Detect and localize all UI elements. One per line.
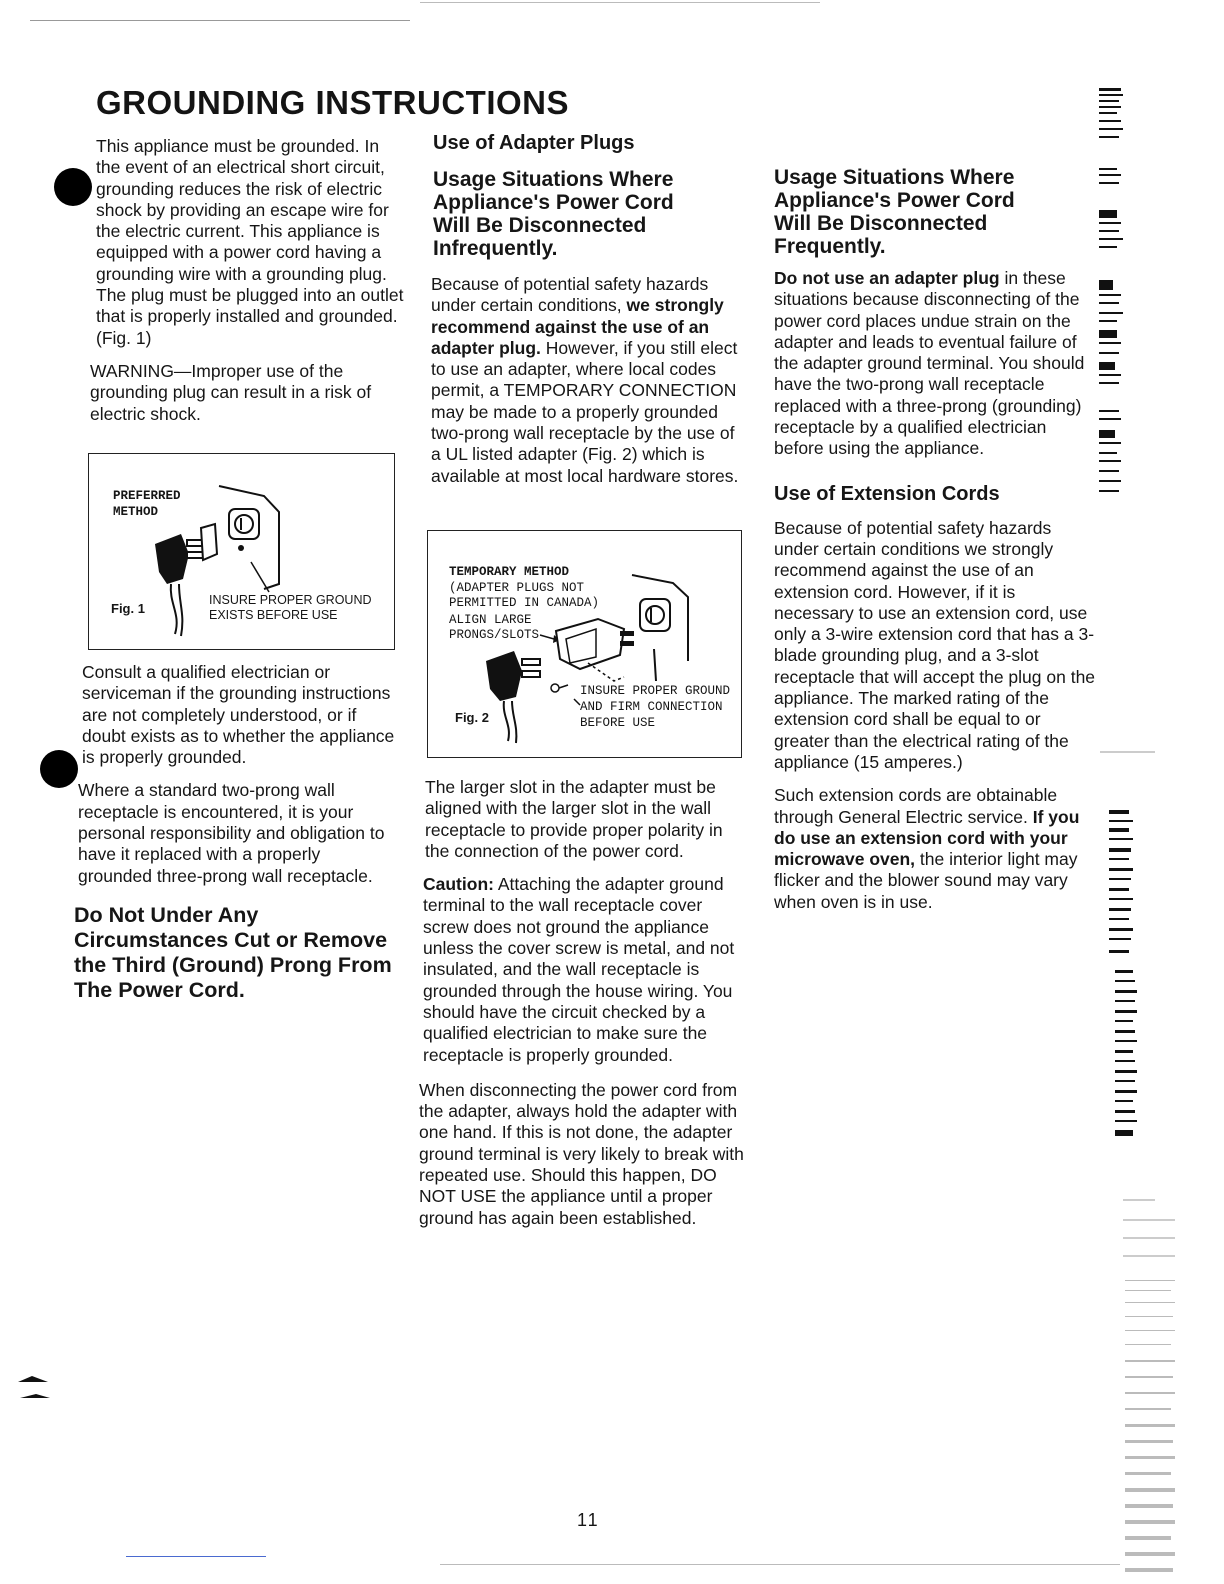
figure-2-caption-line4: ALIGN LARGE — [449, 613, 532, 627]
figure-1-label: Fig. 1 — [111, 601, 145, 616]
frequent-paragraph-rest: in these situations because disconnecting of the power cord places undue strain on the adapter and leads to eventual failure of the adapter ground terminal. You should have the two-prong wall receptacle replaced with a three-prong (grounding) receptacle by a qualified electrician before using the appliance. — [774, 268, 1085, 459]
extension-cords-heading: Use of Extension Cords — [774, 482, 1000, 505]
service-paragraph-c: the interior light may flicker and the blower sound may vary when oven is in use. — [774, 849, 1078, 912]
frequent-subheading: Usage Situations Where Appliance's Power Cord Will Be Disconnected Frequently. — [774, 166, 1015, 258]
figure-2-note-line1: INSURE PROPER GROUND — [580, 684, 731, 698]
figure-1-caption-line1: PREFERRED — [113, 489, 181, 503]
figure-2-caption-line1: TEMPORARY METHOD — [449, 565, 570, 579]
scan-top-rule — [30, 20, 410, 21]
column-2-lower — [419, 777, 745, 1229]
scan-top-rule-2 — [420, 2, 820, 3]
do-not-cut-warning: Do Not Under Any Circumstances Cut or Remove the Third (Ground) Prong From The Power Cord. — [74, 902, 392, 1002]
hole-punch-top — [54, 168, 92, 206]
column-2 — [419, 131, 749, 487]
page-number: 11 — [577, 1510, 600, 1530]
page-title: GROUNDING INSTRUCTIONS — [96, 84, 569, 121]
figure-1-note-line1: INSURE PROPER GROUND — [209, 593, 372, 607]
caution-paragraph — [423, 874, 745, 1066]
column-3 — [774, 166, 1096, 913]
column-1-lower — [74, 662, 398, 1003]
adapter-paragraph-1 — [431, 274, 746, 487]
intro-paragraph: This appliance must be grounded. In the event of an electrical short circuit, grounding reduces the risk of electric shock by providing an escape wire for the electric current. This appliance is equipped with a power cord having a grounding wire with a grounding plug. The plug must be plugged into an outlet that is properly installed and grounded. (Fig. 1) — [96, 136, 404, 348]
figure-1-box — [88, 453, 395, 650]
figure-2-caption-line2: (ADAPTER PLUGS NOT — [449, 581, 585, 595]
infrequent-subheading: Usage Situations Where Appliance's Power Cord Will Be Disconnected Infrequently. — [433, 168, 674, 260]
adapter-paragraph-1-c: However, if you still elect to use an adapter, where local codes permit, a TEMPORARY CONNECTION may be made to a properly grounded two-prong wall receptacle by the use of a UL listed adapter (Fig. 2) which is available at most local hardware stores. — [431, 337, 739, 486]
figure-2-caption-line5: PRONGS/SLOTS — [449, 628, 540, 642]
figure-2-note-line3: BEFORE USE — [580, 716, 656, 730]
figure-1-note-line2: EXISTS BEFORE USE — [209, 608, 338, 622]
figure-2-label: Fig. 2 — [455, 710, 489, 725]
caution-text: Attaching the adapter ground terminal to the wall receptacle cover screw does not ground the appliance unless the cover screw is metal, and not insulated, and the wall receptacle is grounded through the house wiring. You should have the circuit checked by a qualified electrician to make sure the receptacle is properly grounded. — [423, 874, 735, 1065]
adapter-paragraph-1-bold: we strongly recommend against the use of an adapter plug. — [431, 295, 724, 358]
figure-2-note-line2: AND FIRM CONNECTION — [580, 700, 723, 714]
consult-paragraph: Consult a qualified electrician or serviceman if the grounding instructions are not completely understood, or if doubt exists as to whether the appliance is properly grounded. — [82, 662, 395, 768]
service-paragraph-a: Such extension cords are obtainable through General Electric service. — [774, 785, 1058, 827]
extension-paragraph: Because of potential safety hazards under certain conditions we strongly recommend against the use of an extension cord. However, if it is necessary to use an extension cord, use only a 3-wire extension cord that has a 3-blade grounding plug, and a 3-slot receptacle that will accept the plug on the appliance. The marked rating of the extension cord shall be equal to or greater than the electrical rating of the appliance (15 amperes.) — [774, 517, 1096, 772]
caution-label: Caution: — [423, 874, 494, 895]
frequent-paragraph-bold: Do not use an adapter plug — [774, 268, 1000, 288]
left-edge-mark — [16, 1374, 56, 1404]
figure-2-box — [427, 530, 742, 758]
binding-edge-marks — [1095, 80, 1175, 1580]
disconnecting-paragraph: When disconnecting the power cord from the adapter, always hold the adapter with one hand. If this is not done, the adapter ground terminal is very likely to break with repeated use. Should this happen, DO NOT USE the appliance until a proper ground has again been established. — [419, 1079, 744, 1228]
service-paragraph-bold: If you do use an extension cord with your microwave oven, — [774, 806, 1080, 870]
column-1 — [88, 136, 406, 425]
hole-punch-middle — [40, 750, 78, 788]
figure-2-caption-line3: PERMITTED IN CANADA) — [449, 596, 600, 610]
service-paragraph — [774, 785, 1096, 913]
polarity-paragraph: The larger slot in the adapter must be aligned with the larger slot in the wall receptacle to provide proper polarity in the connection of the power cord. — [425, 777, 723, 861]
adapter-plugs-heading: Use of Adapter Plugs — [433, 132, 635, 154]
two-prong-paragraph: Where a standard two-prong wall receptacle is encountered, it is your personal responsibility and obligation to have it replaced with a properly grounded three-prong wall receptacle. — [78, 780, 385, 886]
bottom-blue-rule — [126, 1556, 266, 1557]
bottom-scan-rule — [440, 1564, 1120, 1565]
adapter-paragraph-1-a: Because of potential safety hazards under certain conditions, — [431, 274, 709, 316]
warning-paragraph: WARNING—Improper use of the grounding plug can result in a risk of electric shock. — [90, 360, 372, 424]
figure-1-caption-line2: METHOD — [113, 505, 159, 519]
frequent-paragraph — [774, 268, 1089, 460]
